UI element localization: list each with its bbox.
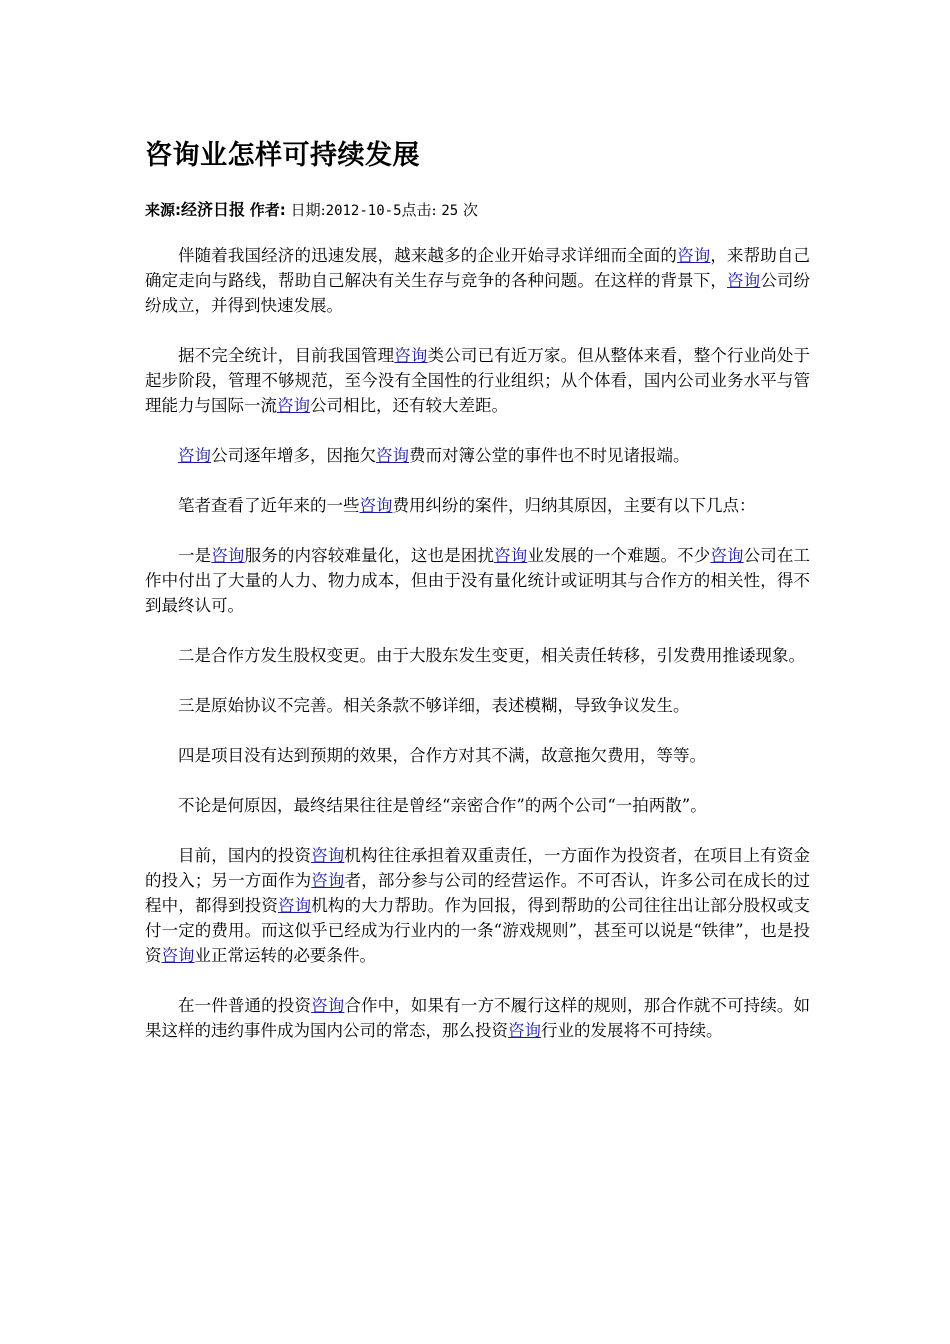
paragraph-text: 业正常运转的必要条件。 — [194, 946, 376, 965]
paragraph — [145, 493, 810, 518]
consulting-link[interactable]: 咨询 — [494, 546, 528, 565]
paragraph — [145, 543, 810, 618]
paragraph-text: 伴随着我国经济的迅速发展，越来越多的企业开始寻求详细而全面的 — [178, 246, 678, 265]
date-value: 2012-10-5 — [325, 203, 402, 219]
consulting-link[interactable]: 咨询 — [311, 846, 345, 865]
consulting-link[interactable]: 咨询 — [311, 996, 345, 1015]
clicks-label: 点击: — [401, 201, 437, 219]
article-meta — [145, 200, 478, 221]
paragraph-text: 四是项目没有达到预期的效果，合作方对其不满，故意拖欠费用，等等。 — [178, 746, 706, 765]
paragraph-text: 公司逐年增多，因拖欠 — [211, 446, 376, 465]
consulting-link[interactable]: 咨询 — [278, 896, 312, 915]
paragraph-text: 一是 — [178, 546, 212, 565]
paragraph-text: 类公司已有近万家。但从整体来看，整个行业尚处于起步阶段，管理不够规范，至今没有全国性的行业组织；从个体看，国内公司业务水平与管理能力与国际一流 — [145, 346, 811, 415]
article-title: 咨询业怎样可持续发展 — [145, 140, 420, 171]
clicks-count: 25 — [441, 203, 459, 219]
paragraph — [145, 243, 810, 318]
paragraph-text: 费而对簿公堂的事件也不时见诸报端。 — [409, 446, 690, 465]
article-body — [145, 243, 810, 1068]
paragraph-text: 目前，国内的投资 — [178, 846, 312, 865]
paragraph-text: 服务的内容较难量化，这也是困扰 — [244, 546, 495, 565]
paragraph — [145, 793, 810, 818]
paragraph-text: 公司纷纷成立，并得到快速发展。 — [145, 271, 811, 315]
consulting-link[interactable]: 咨询 — [178, 446, 211, 465]
consulting-link[interactable]: 咨询 — [161, 946, 195, 965]
paragraph-text: 业发展的一个难题。不少 — [527, 546, 711, 565]
consulting-link[interactable]: 咨询 — [359, 496, 393, 515]
paragraph-text: 据不完全统计，目前我国管理 — [178, 346, 395, 365]
consulting-link[interactable]: 咨询 — [394, 346, 428, 365]
source-name: 经济日报 — [181, 200, 246, 219]
paragraph — [145, 743, 810, 768]
paragraph — [145, 643, 810, 668]
consulting-link[interactable]: 咨询 — [376, 446, 409, 465]
paragraph-text: 公司相比，还有较大差距。 — [310, 396, 508, 415]
paragraph — [145, 443, 810, 468]
paragraph — [145, 693, 810, 718]
paragraph — [145, 993, 810, 1043]
consulting-link[interactable]: 咨询 — [508, 1021, 541, 1040]
paragraph-text: 公司在工作中付出了大量的人力、物力成本，但由于没有量化统计或证明其与合作方的相关性，得不到最终认可。 — [145, 546, 811, 615]
consulting-link[interactable]: 咨询 — [311, 871, 345, 890]
consulting-link[interactable]: 咨询 — [211, 546, 245, 565]
paragraph-text: 费用纠纷的案件，归纳其原因，主要有以下几点： — [392, 496, 756, 515]
paragraph-text: 机构往往承担着双重责任，一方面作为投资者，在项目上有资金的投入；另一方面作为 — [145, 846, 811, 890]
paragraph-text: 不论是何原因，最终结果往往是曾经“亲密合作”的两个公司“一拍两散”。 — [178, 796, 707, 815]
paragraph-text: 机构的大力帮助。作为回报，得到帮助的公司往往出让部分股权或支付一定的费用。而这似乎已经成为行业内的一条“游戏规则”，甚至可以说是“铁律”，也是投资 — [145, 896, 811, 965]
paragraph-text: 二是合作方发生股权变更。由于大股东发生变更，相关责任转移，引发费用推诿现象。 — [178, 646, 805, 665]
paragraph — [145, 343, 810, 418]
paragraph — [145, 843, 810, 968]
consulting-link[interactable]: 咨询 — [277, 396, 310, 415]
paragraph-text: 在一件普通的投资 — [178, 996, 312, 1015]
consulting-link[interactable]: 咨询 — [710, 546, 744, 565]
paragraph-text: 行业的发展将不可持续。 — [541, 1021, 723, 1040]
paragraph-text: 合作中，如果有一方不履行这样的规则，那合作就不可持续。如果这样的违约事件成为国内公司的常态，那么投资 — [145, 996, 811, 1040]
author-label: 作者: — [249, 201, 286, 219]
paragraph-text: 三是原始协议不完善。相关条款不够详细，表述模糊，导致争议发生。 — [178, 696, 690, 715]
consulting-link[interactable]: 咨询 — [677, 246, 711, 265]
clicks-unit: 次 — [462, 201, 478, 219]
paragraph-text: 笔者查看了近年来的一些 — [178, 496, 360, 515]
paragraph-text: ，来帮助自己确定走向与路线，帮助自己解决有关生存与竞争的各种问题。在这样的背景下， — [145, 246, 811, 290]
paragraph-text: 者，部分参与公司的经营运作。不可否认，许多公司在成长的过程中，都得到投资 — [145, 871, 811, 915]
consulting-link[interactable]: 咨询 — [727, 271, 761, 290]
date-label: 日期: — [290, 201, 326, 219]
source-label: 来源: — [145, 201, 181, 219]
